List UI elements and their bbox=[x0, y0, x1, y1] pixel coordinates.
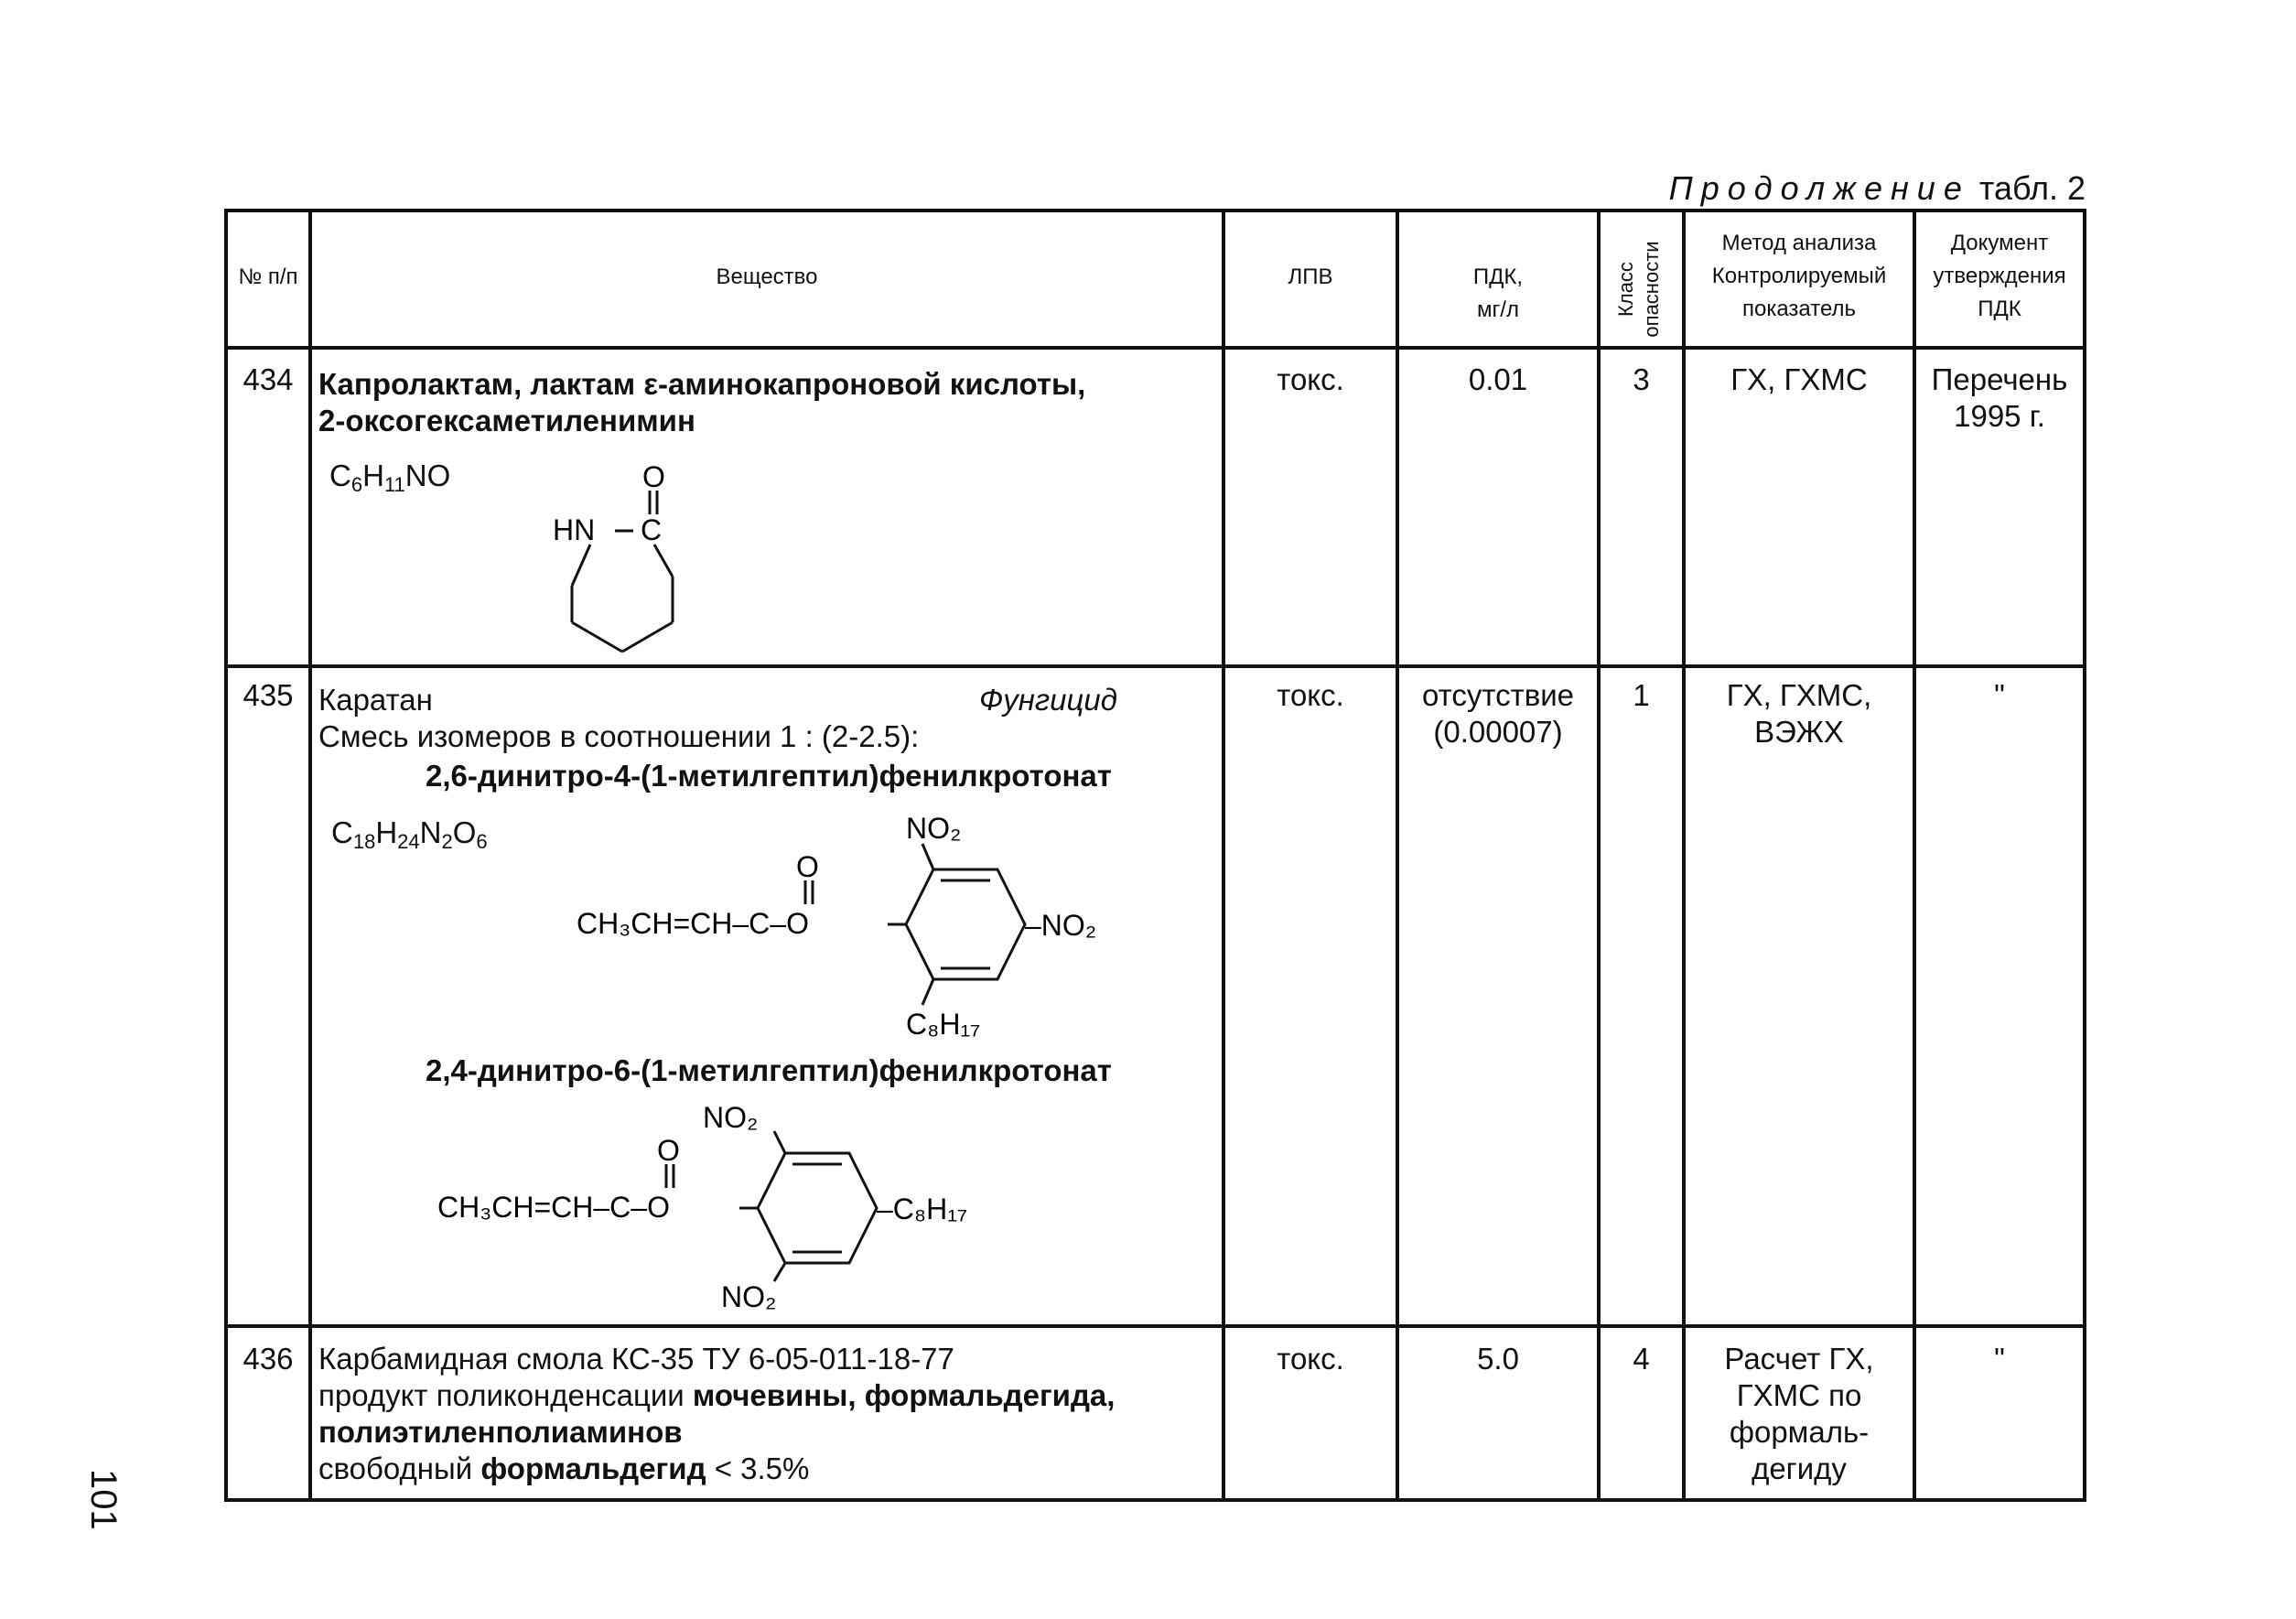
analysis-method: ГХ, ГХМС, ВЭЖХ bbox=[1726, 678, 1872, 749]
nitro-top-label: NO₂ bbox=[906, 812, 962, 845]
pdk-value: отсутствие (0.00007) bbox=[1421, 678, 1575, 749]
mixture-description: Смесь изомеров в соотношении 1 : (2-2.5): bbox=[318, 719, 920, 753]
page-number: 101 bbox=[83, 1469, 124, 1530]
hazard-class: 4 bbox=[1633, 1342, 1650, 1376]
carbonyl-oxygen-label: O bbox=[796, 850, 819, 883]
lpv-value: токс. bbox=[1277, 362, 1344, 396]
approval-document: " bbox=[1994, 1342, 2005, 1376]
table-continuation-caption bbox=[1669, 169, 2086, 208]
caption-word: Продолжение bbox=[1668, 169, 1970, 207]
lpv-value: токс. bbox=[1277, 1342, 1344, 1376]
approval-document: Перечень 1995 г. bbox=[1931, 362, 2068, 433]
substance-name: Каратан bbox=[318, 683, 433, 717]
molecular-formula: $C_6H_{11}NO$ bbox=[329, 459, 451, 496]
header-num: № п/п bbox=[238, 264, 298, 289]
carbon-label: C bbox=[641, 513, 663, 546]
substance-category: Фунгицид bbox=[979, 683, 1117, 717]
oxygen-label: O bbox=[642, 460, 665, 493]
isomer-name: 2,6-динитро-4-(1-метилгептил)фенилкротонат bbox=[426, 759, 1112, 793]
pdk-value: 0.01 bbox=[1468, 362, 1528, 396]
caption-table-ref: табл. 2 bbox=[1978, 169, 2086, 207]
hazard-class: 1 bbox=[1633, 678, 1650, 712]
caprolactam-structure bbox=[540, 458, 723, 659]
octyl-label: –C₈H₁₇ bbox=[877, 1193, 968, 1225]
pdk-value: 5.0 bbox=[1477, 1342, 1519, 1376]
carbonyl-oxygen-label: O bbox=[657, 1134, 680, 1167]
chain-label: CH₃CH=CH–C–O bbox=[577, 907, 809, 940]
hazard-class: 3 bbox=[1633, 362, 1650, 396]
header-class: Класс опасности bbox=[1614, 241, 1663, 338]
isomer-name: 2,4-динитро-6-(1-метилгептил)фенилкротонат bbox=[426, 1053, 1112, 1087]
nitro-bottom-label: NO₂ bbox=[721, 1280, 777, 1313]
row-number: 434 bbox=[243, 362, 294, 396]
approval-document: " bbox=[1994, 678, 2005, 712]
row-number: 435 bbox=[243, 678, 294, 712]
header-document: Документ утверждения ПДК bbox=[1933, 231, 2066, 321]
isomer2-structure bbox=[437, 1098, 1005, 1318]
substance-name: Капролактам, лактам ε-аминокапроновой кислоты, 2-оксогексаметиленимин bbox=[318, 367, 1086, 437]
lpv-value: токс. bbox=[1277, 678, 1344, 712]
header-method: Метод анализа Контролируемый показатель bbox=[1711, 231, 1887, 321]
row-number: 436 bbox=[243, 1342, 294, 1376]
isomer1-structure bbox=[577, 805, 1144, 1043]
header-substance: Вещество bbox=[716, 264, 818, 289]
nitro-right-label: –NO₂ bbox=[1025, 909, 1097, 942]
analysis-method: Расчет ГХ, ГХМС по формаль- дегиду bbox=[1724, 1342, 1874, 1485]
hn-label: HN bbox=[553, 513, 596, 546]
nitro-top-label: NO₂ bbox=[703, 1101, 759, 1134]
molecular-formula: $C_{18}H_{24}N_2O_6$ bbox=[331, 815, 488, 853]
analysis-method: ГХ, ГХМС bbox=[1730, 362, 1868, 396]
chain-label: CH₃CH=CH–C–O bbox=[437, 1191, 670, 1224]
substance-description: Карбамидная смола КС-35 ТУ 6-05-011-18-77 продукт поликонденсации мочевины, формальдегида, полиэтиленполиаминов свободный формальдегид < 3.5% bbox=[318, 1342, 1116, 1485]
header-pdk: ПДК, мг/л bbox=[1472, 264, 1524, 322]
octyl-label: C₈H₁₇ bbox=[906, 1008, 981, 1041]
header-lpv: ЛПВ bbox=[1288, 264, 1333, 289]
